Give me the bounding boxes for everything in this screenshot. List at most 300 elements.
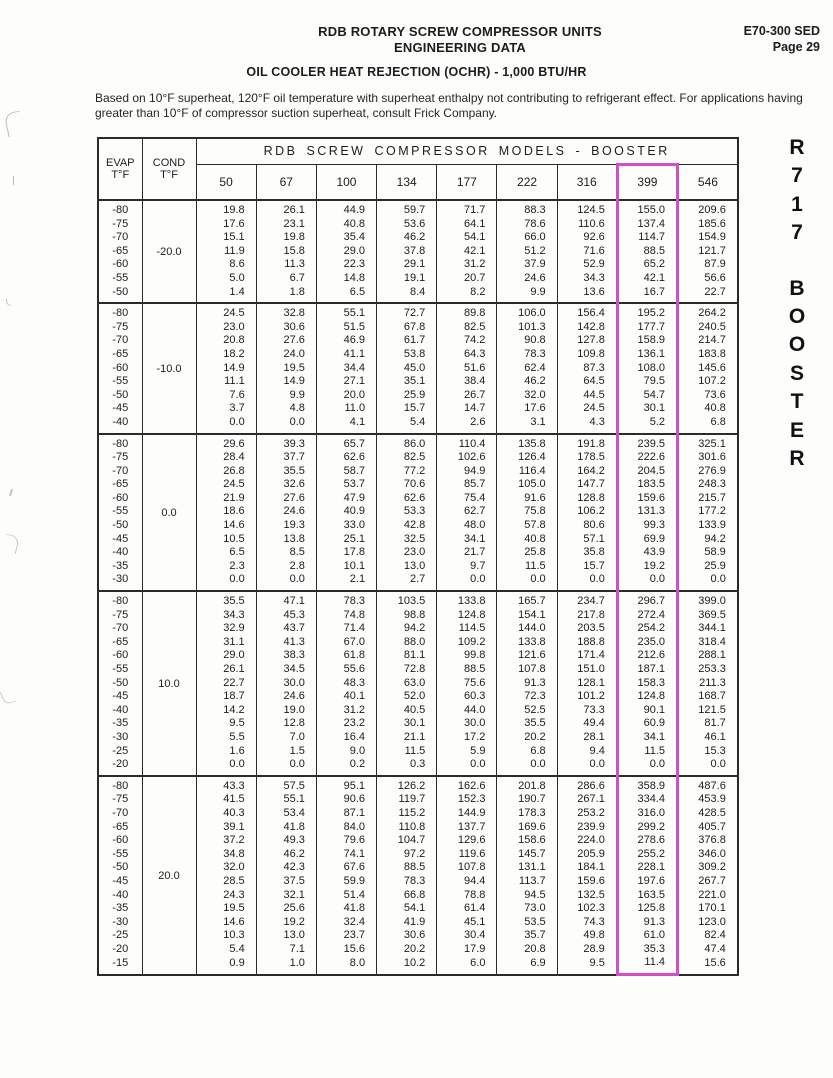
side-letter: E <box>789 418 804 442</box>
cell-value: 46.2 <box>497 375 557 389</box>
cell-value: 184.1 <box>557 861 617 875</box>
cell-value: 31.1 <box>196 636 256 650</box>
cell-value: 10.2 <box>377 956 437 974</box>
cell-value: 23.0 <box>196 321 256 335</box>
cell-evap-temp: -75 <box>98 321 142 335</box>
cell-value: 255.2 <box>617 848 677 862</box>
cell-value: 212.6 <box>617 649 677 663</box>
cond-group-20.0 <box>98 776 738 975</box>
cell-value: 5.0 <box>196 272 256 286</box>
cell-value: 5.4 <box>377 416 437 434</box>
scan-artifact <box>9 489 13 496</box>
cell-value: 309.2 <box>678 861 738 875</box>
cell-value: 0.0 <box>617 573 677 591</box>
cell-value: 94.9 <box>437 465 497 479</box>
cell-value: 61.4 <box>437 902 497 916</box>
cell-value: 177.7 <box>617 321 677 335</box>
cell-value: 13.0 <box>256 929 316 943</box>
cell-evap-temp: -55 <box>98 848 142 862</box>
cell-value: 47.9 <box>316 492 376 506</box>
cell-value: 46.1 <box>678 731 738 745</box>
cell-value: 14.7 <box>437 402 497 416</box>
cell-value: 4.1 <box>316 416 376 434</box>
cell-value: 79.5 <box>617 375 677 389</box>
cell-evap-temp: -50 <box>98 286 142 304</box>
cell-cond-temp: -20.0 <box>142 200 196 303</box>
cell-value: 90.1 <box>617 704 677 718</box>
cell-value: 23.1 <box>256 218 316 232</box>
cell-value: 221.0 <box>678 889 738 903</box>
cell-evap-temp: -65 <box>98 821 142 835</box>
cond-group--20.0 <box>98 200 738 303</box>
cell-value: 101.2 <box>557 690 617 704</box>
cell-value: 272.4 <box>617 609 677 623</box>
cell-value: 217.8 <box>557 609 617 623</box>
cell-value: 44.9 <box>316 200 376 218</box>
cell-value: 11.0 <box>316 402 376 416</box>
cell-value: 71.4 <box>316 622 376 636</box>
cell-evap-temp: -55 <box>98 272 142 286</box>
cell-evap-temp: -65 <box>98 636 142 650</box>
cell-value: 103.5 <box>377 591 437 609</box>
cell-value: 41.1 <box>316 348 376 362</box>
cell-value: 301.6 <box>678 451 738 465</box>
cell-evap-temp: -20 <box>98 758 142 776</box>
cell-evap-temp: -50 <box>98 861 142 875</box>
cell-value: 64.5 <box>557 375 617 389</box>
cell-value: 51.6 <box>437 362 497 376</box>
cell-value: 94.2 <box>377 622 437 636</box>
cell-value: 99.8 <box>437 649 497 663</box>
cell-value: 0.0 <box>678 573 738 591</box>
cell-value: 5.5 <box>196 731 256 745</box>
side-label-gap <box>778 248 816 275</box>
cell-value: 197.6 <box>617 875 677 889</box>
cell-value: 67.8 <box>377 321 437 335</box>
cell-value: 0.0 <box>497 573 557 591</box>
cell-value: 0.0 <box>617 758 677 776</box>
cell-value: 168.7 <box>678 690 738 704</box>
cell-value: 37.5 <box>256 875 316 889</box>
cell-value: 19.8 <box>196 200 256 218</box>
cell-value: 29.0 <box>316 245 376 259</box>
cell-value: 37.9 <box>497 258 557 272</box>
cell-value: 239.5 <box>617 434 677 452</box>
cell-value: 113.7 <box>497 875 557 889</box>
cell-value: 61.0 <box>617 929 677 943</box>
cell-evap-temp: -60 <box>98 492 142 506</box>
cell-value: 40.8 <box>678 402 738 416</box>
side-letter: R <box>789 136 805 159</box>
cell-value: 26.8 <box>196 465 256 479</box>
cell-value: 158.3 <box>617 677 677 691</box>
cell-value: 82.5 <box>437 321 497 335</box>
cell-value: 119.7 <box>377 793 437 807</box>
cell-evap-temp: -80 <box>98 776 142 794</box>
cell-value: 40.8 <box>316 218 376 232</box>
cell-value: 21.1 <box>377 731 437 745</box>
cell-value: 23.0 <box>377 546 437 560</box>
cell-value: 101.3 <box>497 321 557 335</box>
cell-value: 155.0 <box>617 200 677 218</box>
cell-value: 73.0 <box>497 902 557 916</box>
cell-value: 20.8 <box>497 943 557 957</box>
cell-value: 178.5 <box>557 451 617 465</box>
cell-value: 37.7 <box>256 451 316 465</box>
cell-value: 62.7 <box>437 505 497 519</box>
cell-value: 39.3 <box>256 434 316 452</box>
cell-evap-temp: -45 <box>98 402 142 416</box>
cell-value: 6.9 <box>497 956 557 974</box>
cell-value: 102.3 <box>557 902 617 916</box>
side-letter: O <box>788 304 806 328</box>
cell-value: 91.3 <box>497 677 557 691</box>
cell-value: 123.0 <box>678 916 738 930</box>
cell-evap-temp: -60 <box>98 362 142 376</box>
cell-value: 30.1 <box>617 402 677 416</box>
cell-value: 42.8 <box>377 519 437 533</box>
col-header-model-50: 50 <box>196 164 256 200</box>
cell-value: 124.8 <box>437 609 497 623</box>
cell-value: 20.7 <box>437 272 497 286</box>
cell-value: 40.5 <box>377 704 437 718</box>
cell-evap-temp: -65 <box>98 478 142 492</box>
cell-evap-temp: -70 <box>98 334 142 348</box>
cell-cond-temp: -10.0 <box>142 303 196 433</box>
cell-value: 145.7 <box>497 848 557 862</box>
cell-value: 64.3 <box>437 348 497 362</box>
cell-value: 74.3 <box>557 916 617 930</box>
cell-value: 38.3 <box>256 649 316 663</box>
cell-value: 52.0 <box>377 690 437 704</box>
cell-value: 98.8 <box>377 609 437 623</box>
cell-value: 32.8 <box>256 303 316 321</box>
cell-value: 87.3 <box>557 362 617 376</box>
cell-value: 8.5 <box>256 546 316 560</box>
cell-cond-temp: 20.0 <box>142 776 196 975</box>
cell-value: 32.9 <box>196 622 256 636</box>
cell-value: 11.5 <box>377 745 437 759</box>
cell-value: 90.8 <box>497 334 557 348</box>
cell-value: 0.0 <box>678 758 738 776</box>
cell-value: 7.1 <box>256 943 316 957</box>
cell-value: 9.5 <box>557 956 617 974</box>
cell-value: 0.0 <box>196 416 256 434</box>
cell-value: 28.9 <box>557 943 617 957</box>
cell-value: 58.9 <box>678 546 738 560</box>
cell-value: 6.0 <box>437 956 497 974</box>
cell-value: 21.7 <box>437 546 497 560</box>
scan-artifact <box>6 299 11 306</box>
cell-value: 14.9 <box>196 362 256 376</box>
cell-value: 62.4 <box>497 362 557 376</box>
cell-value: 51.4 <box>316 889 376 903</box>
cell-value: 1.4 <box>196 286 256 304</box>
cell-value: 104.7 <box>377 834 437 848</box>
cell-value: 66.8 <box>377 889 437 903</box>
cell-value: 288.1 <box>678 649 738 663</box>
cell-value: 9.4 <box>557 745 617 759</box>
cell-value: 190.7 <box>497 793 557 807</box>
col-header-model-316: 316 <box>557 164 617 200</box>
cell-value: 0.0 <box>256 573 316 591</box>
cell-value: 22.7 <box>196 677 256 691</box>
cell-value: 85.7 <box>437 478 497 492</box>
cell-value: 15.3 <box>678 745 738 759</box>
cell-value: 1.0 <box>256 956 316 974</box>
cell-value: 106.2 <box>557 505 617 519</box>
cell-value: 55.1 <box>256 793 316 807</box>
cell-value: 11.9 <box>196 245 256 259</box>
cell-value: 163.5 <box>617 889 677 903</box>
cell-value: 94.5 <box>497 889 557 903</box>
cell-value: 24.5 <box>557 402 617 416</box>
cell-value: 81.1 <box>377 649 437 663</box>
cell-value: 72.7 <box>377 303 437 321</box>
cell-value: 13.0 <box>377 560 437 574</box>
cell-evap-temp: -60 <box>98 258 142 272</box>
cell-value: 178.3 <box>497 807 557 821</box>
cell-value: 90.6 <box>316 793 376 807</box>
cell-value: 80.6 <box>557 519 617 533</box>
cell-value: 29.0 <box>196 649 256 663</box>
cond-group-10.0 <box>98 591 738 776</box>
cell-value: 19.3 <box>256 519 316 533</box>
table-span-header: RDB SCREW COMPRESSOR MODELS - BOOSTER <box>196 138 738 164</box>
cell-value: 34.1 <box>617 731 677 745</box>
cell-value: 9.9 <box>256 389 316 403</box>
cell-value: 71.7 <box>437 200 497 218</box>
cell-evap-temp: -30 <box>98 731 142 745</box>
cell-value: 52.5 <box>497 704 557 718</box>
cell-value: 159.6 <box>557 875 617 889</box>
cell-value: 209.6 <box>678 200 738 218</box>
cell-value: 41.8 <box>316 902 376 916</box>
document-title-line1: RDB ROTARY SCREW COMPRESSOR UNITS <box>318 24 602 39</box>
scan-artifact <box>2 534 20 555</box>
cell-value: 119.6 <box>437 848 497 862</box>
cell-value: 286.6 <box>557 776 617 794</box>
cell-value: 63.0 <box>377 677 437 691</box>
scan-artifact <box>0 688 16 705</box>
cell-value: 7.6 <box>196 389 256 403</box>
cell-value: 34.8 <box>196 848 256 862</box>
cell-value: 52.9 <box>557 258 617 272</box>
cell-value: 9.0 <box>316 745 376 759</box>
document-title-line2: ENGINEERING DATA <box>393 39 526 55</box>
cell-value: 17.9 <box>437 943 497 957</box>
cell-value: 0.0 <box>557 573 617 591</box>
cell-value: 25.8 <box>497 546 557 560</box>
cell-value: 14.6 <box>196 519 256 533</box>
cell-value: 267.7 <box>678 875 738 889</box>
cell-value: 144.0 <box>497 622 557 636</box>
cell-value: 131.1 <box>497 861 557 875</box>
cell-value: 30.4 <box>437 929 497 943</box>
cell-value: 35.5 <box>497 717 557 731</box>
cell-cond-temp: 0.0 <box>142 434 196 592</box>
cell-value: 10.1 <box>316 560 376 574</box>
cell-value: 8.6 <box>196 258 256 272</box>
cell-value: 29.6 <box>196 434 256 452</box>
cell-value: 235.0 <box>617 636 677 650</box>
cell-evap-temp: -60 <box>98 649 142 663</box>
cell-value: 0.0 <box>437 758 497 776</box>
cell-value: 58.7 <box>316 465 376 479</box>
cell-value: 87.1 <box>316 807 376 821</box>
cell-value: 201.8 <box>497 776 557 794</box>
cell-value: 158.6 <box>497 834 557 848</box>
scan-artifact <box>4 111 25 138</box>
cell-value: 19.2 <box>256 916 316 930</box>
cell-value: 24.6 <box>256 690 316 704</box>
cell-value: 128.8 <box>557 492 617 506</box>
cell-evap-temp: -65 <box>98 245 142 259</box>
cell-value: 0.9 <box>196 956 256 974</box>
cell-value: 137.4 <box>617 218 677 232</box>
cell-value: 26.1 <box>256 200 316 218</box>
cell-value: 28.4 <box>196 451 256 465</box>
cell-value: 40.9 <box>316 505 376 519</box>
cell-value: 53.5 <box>497 916 557 930</box>
cell-value: 358.9 <box>617 776 677 794</box>
cell-value: 51.5 <box>316 321 376 335</box>
cell-value: 24.6 <box>497 272 557 286</box>
cell-value: 67.0 <box>316 636 376 650</box>
cell-value: 61.8 <box>316 649 376 663</box>
cell-value: 19.5 <box>256 362 316 376</box>
cell-evap-temp: -75 <box>98 218 142 232</box>
table-row <box>98 776 738 794</box>
cell-value: 44.5 <box>557 389 617 403</box>
cell-value: 133.8 <box>497 636 557 650</box>
cell-value: 59.9 <box>316 875 376 889</box>
cell-value: 20.0 <box>316 389 376 403</box>
document-reference <box>744 24 820 55</box>
cell-value: 38.4 <box>437 375 497 389</box>
cell-value: 55.1 <box>316 303 376 321</box>
cell-value: 128.1 <box>557 677 617 691</box>
cell-value: 0.0 <box>256 758 316 776</box>
cell-value: 73.6 <box>678 389 738 403</box>
data-table-container <box>97 137 739 976</box>
cell-value: 0.0 <box>196 573 256 591</box>
cell-value: 5.9 <box>437 745 497 759</box>
cell-value: 31.2 <box>437 258 497 272</box>
side-letter: O <box>788 333 806 357</box>
cell-value: 95.1 <box>316 776 376 794</box>
cell-value: 46.9 <box>316 334 376 348</box>
cell-value: 110.6 <box>557 218 617 232</box>
cell-value: 60.3 <box>437 690 497 704</box>
cell-value: 54.7 <box>617 389 677 403</box>
cell-value: 37.2 <box>196 834 256 848</box>
cell-value: 88.5 <box>617 245 677 259</box>
cell-value: 25.1 <box>316 533 376 547</box>
cell-value: 240.5 <box>678 321 738 335</box>
cell-value: 278.6 <box>617 834 677 848</box>
cell-value: 94.4 <box>437 875 497 889</box>
cell-value: 10.5 <box>196 533 256 547</box>
cell-value: 346.0 <box>678 848 738 862</box>
col-header-model-177: 177 <box>437 164 497 200</box>
cell-value: 125.8 <box>617 902 677 916</box>
cell-value: 26.7 <box>437 389 497 403</box>
cell-value: 88.5 <box>437 663 497 677</box>
cell-value: 169.6 <box>497 821 557 835</box>
cell-value: 88.5 <box>377 861 437 875</box>
cell-value: 188.8 <box>557 636 617 650</box>
cell-value: 137.7 <box>437 821 497 835</box>
cell-value: 170.1 <box>678 902 738 916</box>
cell-value: 78.3 <box>316 591 376 609</box>
cell-evap-temp: -30 <box>98 573 142 591</box>
col-header-model-222: 222 <box>497 164 557 200</box>
cell-evap-temp: -40 <box>98 546 142 560</box>
cell-value: 53.6 <box>377 218 437 232</box>
cell-value: 11.5 <box>617 745 677 759</box>
cell-value: 67.6 <box>316 861 376 875</box>
cell-value: 11.3 <box>256 258 316 272</box>
cell-value: 129.6 <box>437 834 497 848</box>
side-letter: R <box>789 446 805 470</box>
cell-value: 162.6 <box>437 776 497 794</box>
cell-value: 78.6 <box>497 218 557 232</box>
cell-evap-temp: -55 <box>98 375 142 389</box>
cell-value: 23.7 <box>316 929 376 943</box>
cell-value: 248.3 <box>678 478 738 492</box>
cell-value: 109.8 <box>557 348 617 362</box>
cell-value: 10.3 <box>196 929 256 943</box>
cell-value: 18.2 <box>196 348 256 362</box>
cell-evap-temp: -45 <box>98 533 142 547</box>
cell-value: 45.1 <box>437 916 497 930</box>
cell-value: 41.5 <box>196 793 256 807</box>
side-letter: 1 <box>791 192 803 216</box>
cell-value: 97.2 <box>377 848 437 862</box>
cell-evap-temp: -70 <box>98 231 142 245</box>
col-header-model-67: 67 <box>256 164 316 200</box>
cell-evap-temp: -15 <box>98 956 142 974</box>
cell-value: 214.7 <box>678 334 738 348</box>
cell-value: 94.2 <box>678 533 738 547</box>
cell-value: 55.6 <box>316 663 376 677</box>
scan-artifact <box>13 176 14 185</box>
cell-value: 107.8 <box>437 861 497 875</box>
cell-value: 49.4 <box>557 717 617 731</box>
cell-value: 60.9 <box>617 717 677 731</box>
cell-value: 53.8 <box>377 348 437 362</box>
cell-value: 30.1 <box>377 717 437 731</box>
cell-evap-temp: -25 <box>98 745 142 759</box>
cell-value: 428.5 <box>678 807 738 821</box>
cell-value: 41.9 <box>377 916 437 930</box>
cell-value: 32.5 <box>377 533 437 547</box>
cell-value: 0.0 <box>497 758 557 776</box>
cell-value: 9.9 <box>497 286 557 304</box>
cell-value: 28.5 <box>196 875 256 889</box>
cell-value: 228.1 <box>617 861 677 875</box>
cell-evap-temp: -50 <box>98 677 142 691</box>
cell-value: 45.0 <box>377 362 437 376</box>
cell-value: 87.9 <box>678 258 738 272</box>
cell-value: 40.1 <box>316 690 376 704</box>
cell-evap-temp: -65 <box>98 348 142 362</box>
cell-value: 8.2 <box>437 286 497 304</box>
cell-value: 35.3 <box>617 943 677 957</box>
cell-value: 126.4 <box>497 451 557 465</box>
cell-value: 158.9 <box>617 334 677 348</box>
